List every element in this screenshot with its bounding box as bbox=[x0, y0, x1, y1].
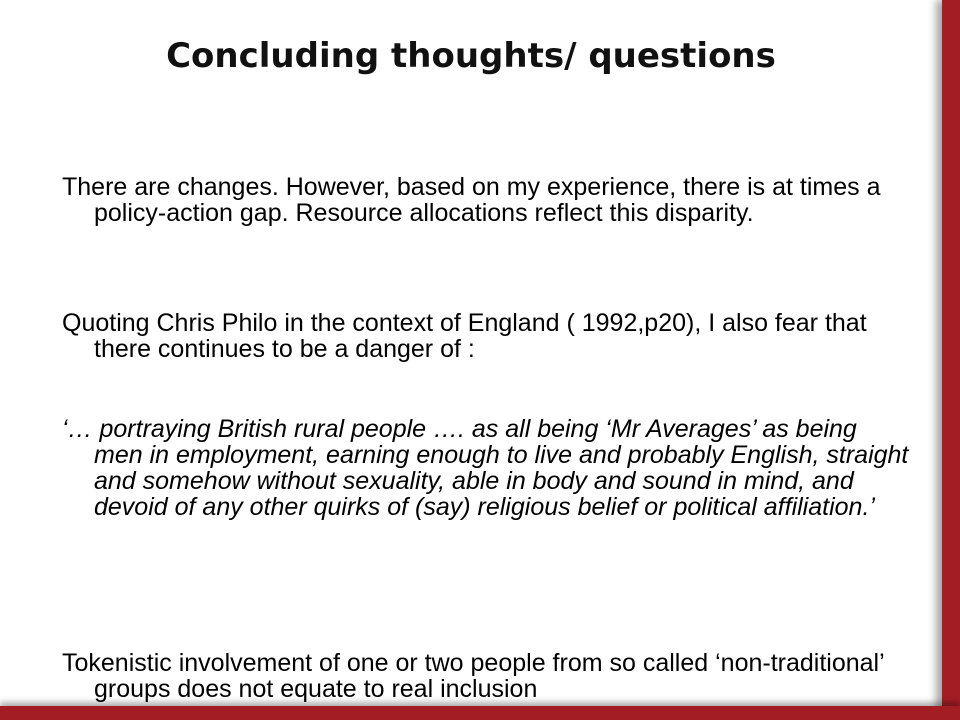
paragraph-policy-gap bbox=[62, 174, 912, 226]
paragraph-text: There are changes. However, based on my experience, there is at times a policy-action gap. Resource allocations reflect this disparity. bbox=[62, 173, 881, 227]
frame-right-border bbox=[942, 0, 960, 720]
paragraph-text: Tokenistic involvement of one or two people from so called ‘non-traditional’ groups does not equate to real inclusion bbox=[62, 649, 884, 703]
paragraph-philo-intro bbox=[62, 310, 912, 362]
paragraph-tokenistic bbox=[62, 650, 912, 702]
quote-text: ‘… portraying British rural people …. as all being ‘Mr Averages’ as being men in employment, earning enough to live and probably English, straight and somehow without sexuality, able in body and sound in mind, and devoid of any other quirks of (say) religious belief or political affiliation.’ bbox=[62, 415, 909, 521]
slide-title: Concluding thoughts/ questions bbox=[166, 36, 776, 76]
paragraph-quote bbox=[62, 416, 912, 520]
paragraph-text: Quoting Chris Philo in the context of England ( 1992,p20), I also fear that there continues to be a danger of : bbox=[62, 309, 867, 363]
frame-bottom-border bbox=[0, 706, 960, 720]
